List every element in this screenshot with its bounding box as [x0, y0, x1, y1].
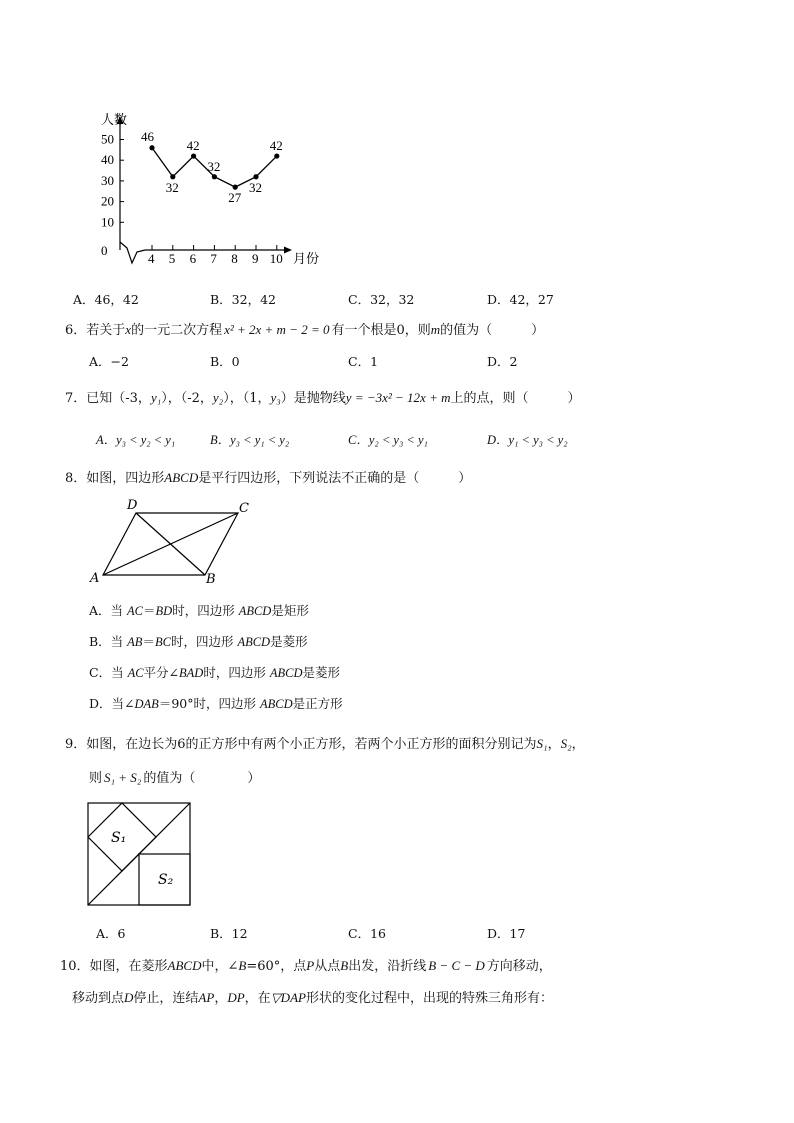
x-tick-label: 8: [231, 251, 238, 266]
data-label: 42: [186, 138, 200, 154]
data-point: [233, 185, 238, 190]
parallelogram-figure: [85, 495, 265, 590]
q9-stem-line2: 则 S₁ + S₂ 的值为（ ）: [89, 770, 261, 786]
q6-equation: x² + 2x + m − 2 = 0: [224, 322, 330, 337]
axis-break: [120, 242, 145, 263]
diagonal-bd: [136, 513, 205, 575]
y-tick-label: 20: [101, 193, 114, 209]
attendance-line-chart: [0, 0, 794, 290]
q9-option-d[interactable]: D．17: [487, 926, 526, 941]
y-tick-label: 50: [101, 131, 114, 147]
x-axis-arrow: [284, 247, 292, 254]
q8-option-a[interactable]: A．当 AC＝BD时，四边形 ABCD是矩形: [89, 603, 309, 618]
square-figure: [85, 800, 195, 910]
q7-option-c[interactable]: C．y₂ < y₃ < y₁: [348, 433, 428, 447]
q9-option-b[interactable]: B．12: [210, 926, 248, 941]
q10-stem: 10．如图，在菱形ABCD中，∠B=60°，点P从点B出发，沿折线 B − C − D 方向移动，: [60, 958, 552, 974]
q7-option-a[interactable]: A．y₃ < y₂ < y₁: [96, 433, 176, 447]
x-tick-label: 5: [168, 251, 176, 266]
q7-stem: 7．已知（-3，y₁），（-2，y₂），（1，y₃）是抛物线y = −3x² − 12x + m上的点，则（ ）: [65, 390, 581, 406]
y-axis-label: 人数: [101, 112, 128, 127]
vertex-c: C: [239, 501, 249, 516]
x-tick-label: 6: [189, 251, 197, 266]
q5-option-a[interactable]: A．46，42: [73, 292, 139, 307]
q6-option-b[interactable]: B．0: [210, 354, 240, 369]
data-label: 42: [269, 138, 283, 154]
q7-option-b[interactable]: B．y₃ < y₁ < y₂: [210, 433, 290, 447]
label-s1: S₁: [111, 830, 127, 846]
data-label: 27: [228, 190, 242, 206]
y-tick-label: 30: [101, 172, 114, 188]
y-tick-label: 10: [101, 214, 114, 230]
q6-stem: 6．若关于x的一元二次方程 x² + 2x + m − 2 = 0 有一个根是0，则m的值为（ ）: [65, 322, 545, 338]
q6-option-a[interactable]: A．−2: [89, 354, 129, 369]
data-label: 32: [249, 179, 262, 195]
q8-option-c[interactable]: C．当 AC平分∠BAD时，四边形 ABCD是菱形: [89, 665, 340, 680]
data-point: [274, 153, 279, 158]
q5-option-c[interactable]: C．32，32: [348, 292, 415, 307]
q9-option-a[interactable]: A．6: [96, 926, 126, 941]
x-axis-label: 月份: [293, 251, 320, 266]
q9-stem: 9．如图，在边长为6的正方形中有两个小正方形，若两个小正方形的面积分别记为S₁，S₂，: [65, 736, 585, 752]
vertex-a: A: [90, 571, 100, 586]
x-tick-label: 4: [148, 251, 155, 266]
x-tick-label: 10: [269, 251, 283, 266]
data-label: 46: [141, 128, 154, 144]
y-tick-label: 0: [101, 243, 108, 258]
q7-option-d[interactable]: D．y₁ < y₃ < y₂: [487, 433, 568, 447]
x-tick-label: 9: [252, 251, 259, 266]
q6-option-d[interactable]: D．2: [487, 354, 518, 369]
q8-option-b[interactable]: B．当 AB＝BC时，四边形 ABCD是菱形: [89, 634, 308, 649]
q6-option-c[interactable]: C．1: [348, 354, 379, 369]
label-s2: S₂: [158, 872, 174, 888]
data-point: [170, 174, 175, 179]
q8-option-d[interactable]: D．当∠DAB＝90°时，四边形 ABCD是正方形: [89, 696, 343, 711]
x-tick-label: 7: [210, 251, 217, 266]
q9-sum: S₁ + S₂: [104, 770, 142, 785]
data-point: [253, 174, 258, 179]
y-tick-label: 40: [101, 152, 114, 168]
data-point: [149, 145, 154, 150]
q5-option-d[interactable]: D．42，27: [487, 292, 554, 307]
q7-equation: y = −3x² − 12x + m: [345, 390, 451, 405]
data-point: [212, 174, 217, 179]
vertex-b: B: [206, 572, 216, 587]
vertex-d: D: [127, 498, 138, 513]
q5-option-b[interactable]: B．32，42: [210, 292, 276, 307]
q8-stem: 8．如图，四边形ABCD是平行四边形，下列说法不正确的是（ ）: [65, 470, 472, 486]
data-label: 32: [165, 179, 179, 195]
data-label: 32: [207, 158, 221, 174]
q10-path: B − C − D: [428, 958, 485, 973]
data-point: [191, 153, 196, 158]
q9-option-c[interactable]: C．16: [348, 926, 386, 941]
q10-stem-line2: 移动到点D停止，连结AP，DP，在▽DAP形状的变化过程中，出现的特殊三角形有：: [72, 990, 553, 1006]
